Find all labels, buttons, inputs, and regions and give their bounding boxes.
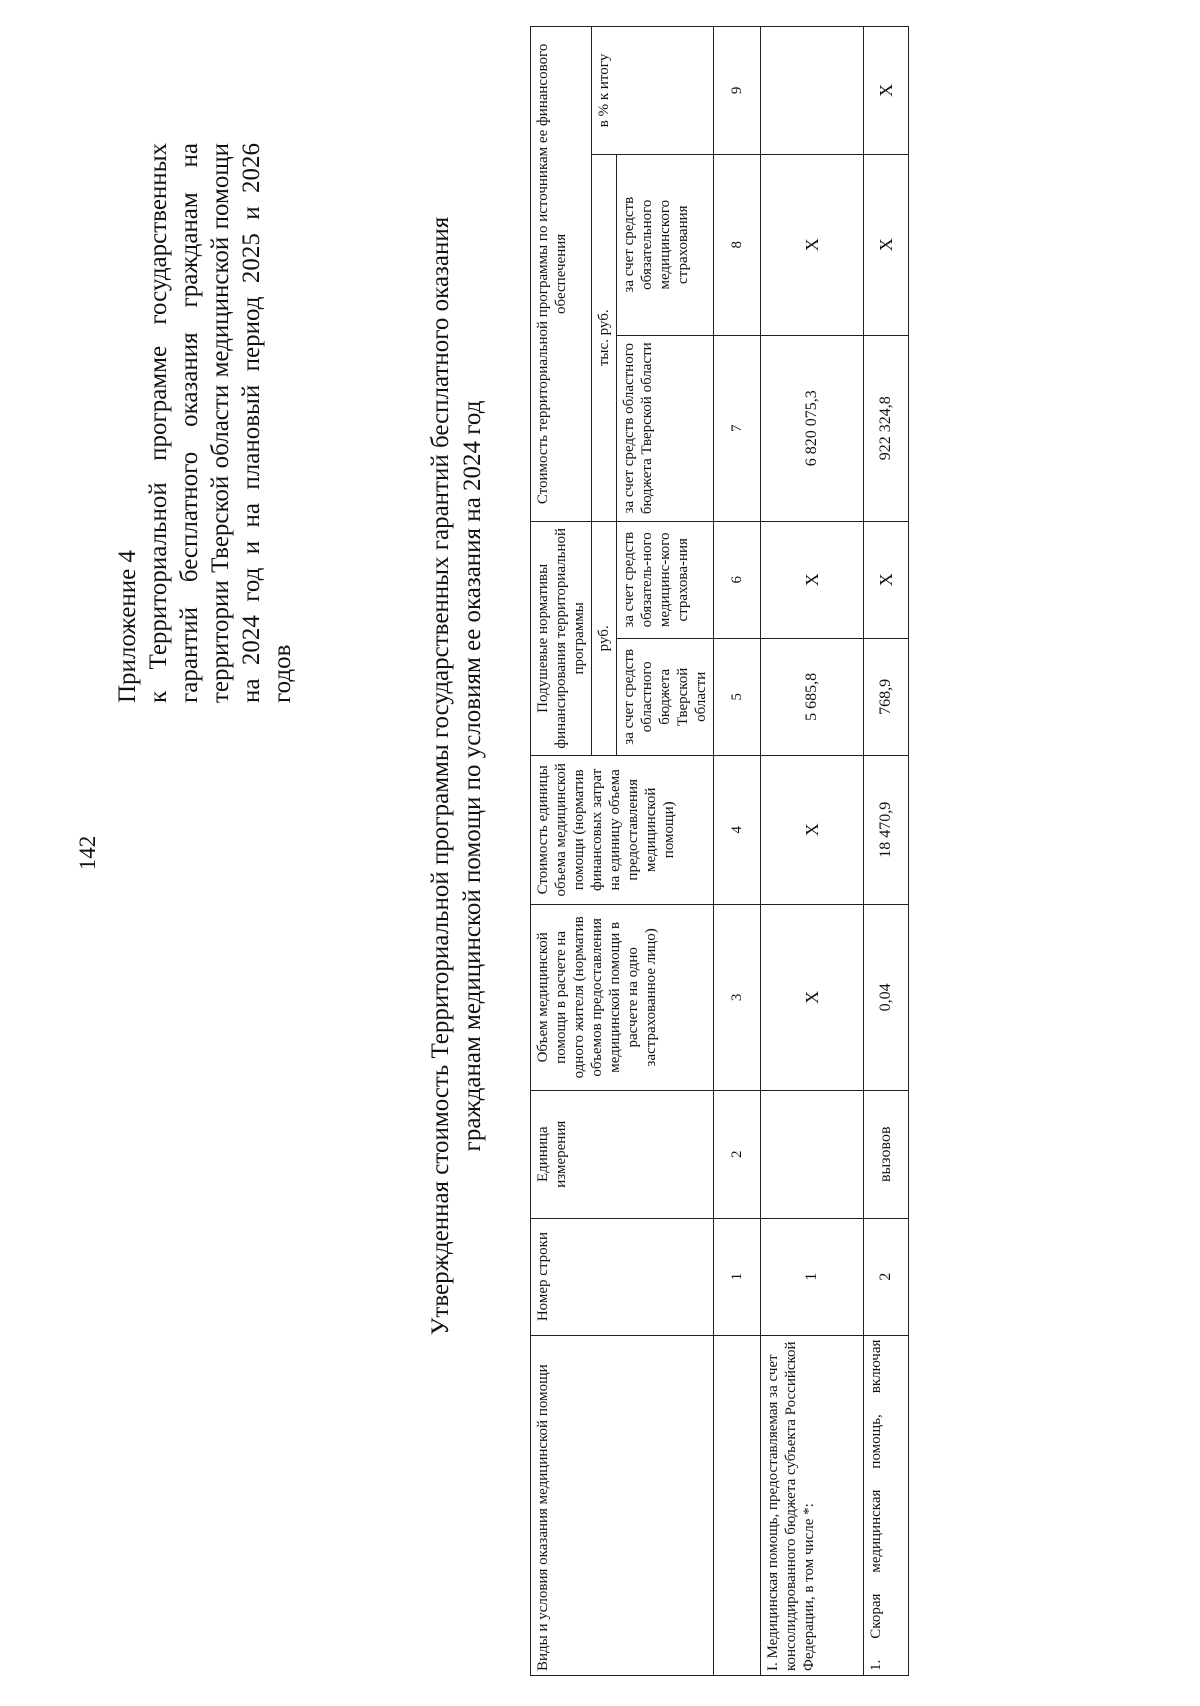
header-unit: Единица измерения [531, 1090, 714, 1218]
row-per-capita-oms: X [761, 521, 864, 638]
header-sub-regional-budget-cost: за счет средств областного бюджета Тверской области [617, 335, 714, 521]
header-cost-group: Стоимость территориальной программы по источникам ее финансового обеспечения [531, 27, 592, 522]
page-number: 142 [75, 835, 100, 871]
row-percent [761, 27, 864, 155]
row-volume: X [761, 904, 864, 1090]
row-name: 1. Скорая медицинская помощь, включая [864, 1335, 909, 1675]
table-row [864, 27, 909, 1676]
row-number: 1 [761, 1218, 864, 1335]
column-number: 2 [714, 1090, 761, 1218]
header-percent-total: в % к итогу [592, 27, 714, 155]
row-unit-cost: X [761, 755, 864, 904]
row-unit-cost: 18 470,9 [864, 755, 909, 904]
row-cost-oms: X [761, 154, 864, 335]
row-cost-oms: X [864, 154, 909, 335]
row-per-capita-budget: 768,9 [864, 638, 909, 755]
appendix-text: к Территориальной программе государственных гарантий бесплатного оказания гражданам на территории Тверской области медицинской помощи на 2024 год и на плановый период 2025 и 2026 годов [145, 143, 296, 703]
header-row-number: Номер строки [531, 1218, 714, 1335]
table-row [761, 27, 864, 1676]
header-sub-oms-cost: за счет средств обязательного медицинского страхования [617, 154, 714, 335]
column-number: 3 [714, 904, 761, 1090]
row-number: 2 [864, 1218, 909, 1335]
header-per-capita-group: Подушевые нормативы финансирования территориальной программы [531, 521, 592, 755]
cost-table [530, 26, 909, 1676]
header-volume: Объем медицинской помощи в расчете на одного жителя (норматив объемов предоставления медицинской помощи в расчете на одно застрахованное лицо) [531, 904, 714, 1090]
row-name: I. Медицинская помощь, предоставляемая за счет консолидированного бюджета субъекта Российской Федерации, в том числе *: [761, 1335, 864, 1675]
header-unit-cost: Стоимость единицы объема медицинской помощи (норматив финансовых затрат на единицу объема предоставления медицинской помощи) [531, 755, 714, 904]
title-line-2: гражданам медицинской помощи по условиям ее оказания на 2024 год [459, 400, 486, 1152]
row-unit: вызовов [864, 1090, 909, 1218]
header-type: Виды и условия оказания медицинской помощи [531, 1335, 714, 1675]
appendix-heading: Приложение 4 [114, 550, 141, 703]
document-title [425, 86, 489, 1466]
row-per-capita-budget: 5 685,8 [761, 638, 864, 755]
title-line-1: Утвержденная стоимость Территориальной программы государственных гарантий бесплатного оказания [427, 216, 454, 1336]
row-percent: X [864, 27, 909, 155]
row-volume: 0,04 [864, 904, 909, 1090]
header-sub-oms: за счет средств обязатель-ного медицинс-кого страхова-ния [617, 521, 714, 638]
column-number: 9 [714, 27, 761, 155]
column-number-row [714, 27, 761, 1676]
column-number: 7 [714, 335, 761, 521]
row-cost-budget: 922 324,8 [864, 335, 909, 521]
column-number [714, 1335, 761, 1675]
row-cost-budget: 6 820 075,3 [761, 335, 864, 521]
column-number: 8 [714, 154, 761, 335]
appendix-block [112, 143, 298, 703]
row-unit [761, 1090, 864, 1218]
header-sub-regional-budget: за счет средств областного бюджета Тверской области [617, 638, 714, 755]
column-number: 1 [714, 1218, 761, 1335]
column-number: 5 [714, 638, 761, 755]
header-unit-thousand-rub: тыс. руб. [592, 154, 617, 521]
header-unit-rub: руб. [592, 521, 617, 755]
column-number: 6 [714, 521, 761, 638]
row-per-capita-oms: X [864, 521, 909, 638]
column-number: 4 [714, 755, 761, 904]
header-row-1 [531, 27, 592, 1676]
